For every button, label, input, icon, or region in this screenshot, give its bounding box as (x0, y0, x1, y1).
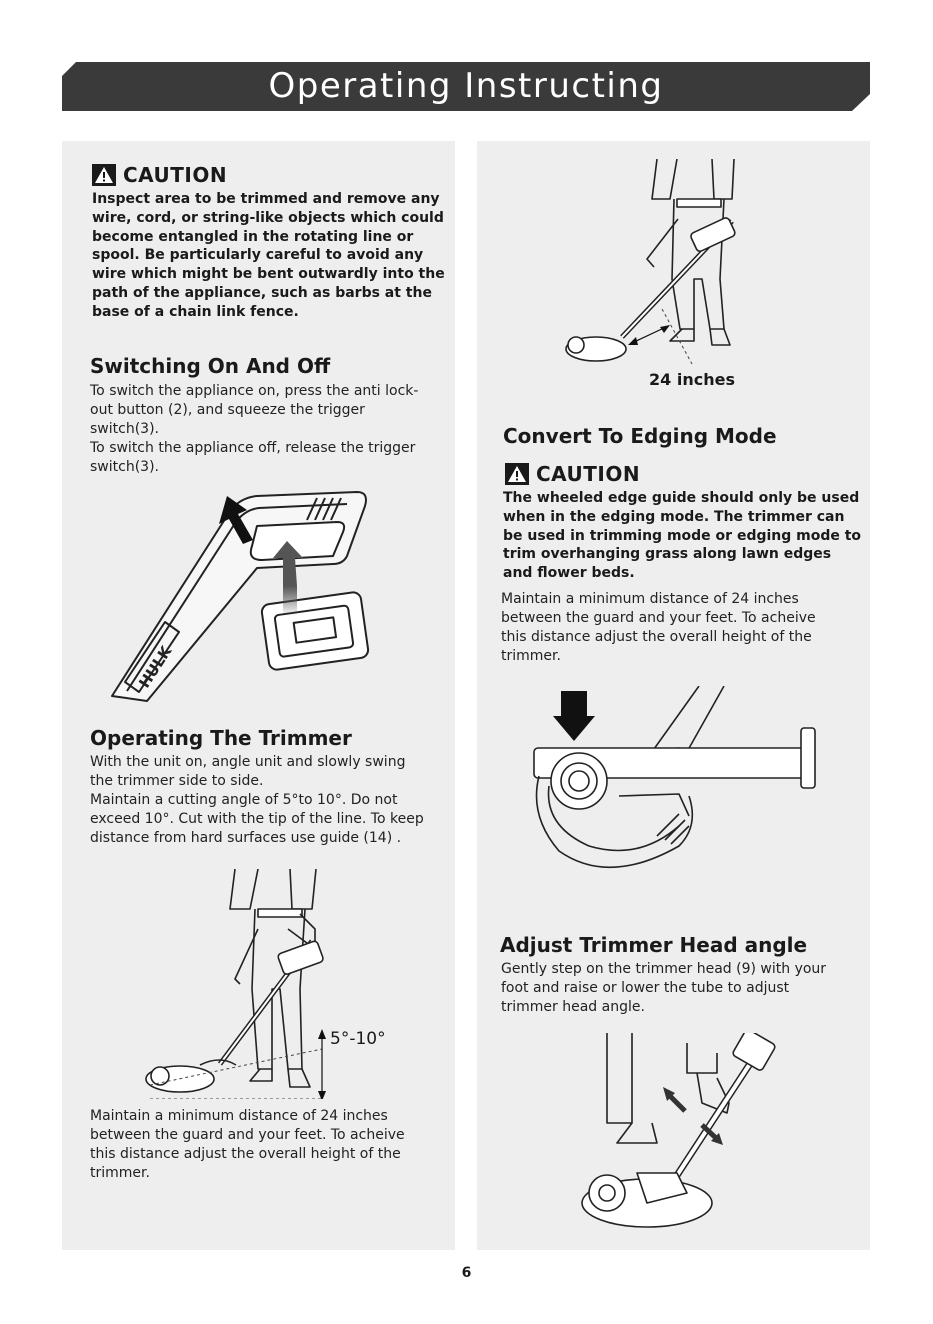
caution-heading-edging (505, 462, 640, 486)
left-column (62, 141, 455, 1250)
page-number: 6 (461, 1265, 472, 1281)
operator-angle-illustration (140, 869, 400, 1099)
text-line: exceed 10°. Cut with the tip of the line. To keep (90, 811, 424, 827)
switching-text (90, 382, 418, 477)
adjust-heading: Adjust Trimmer Head angle (500, 933, 808, 957)
text-line: this distance adjust the overall height of the (501, 629, 812, 645)
caution-heading (92, 163, 227, 187)
operating-heading: Operating The Trimmer (90, 726, 352, 750)
distance-label: 24 inches (649, 370, 735, 389)
text-line: trimmer. (90, 1165, 150, 1181)
header-banner (62, 62, 870, 111)
switching-heading: Switching On And Off (90, 354, 331, 378)
text-line: Gently step on the trimmer head (9) with your (501, 961, 827, 977)
angle-label: 5°-10° (330, 1029, 386, 1049)
text-line: trimmer head angle. (501, 999, 645, 1015)
text-line: this distance adjust the overall height of the (90, 1146, 401, 1162)
caution-line: Inspect area to be trimmed and remove any (92, 191, 440, 207)
caution-line: wire which might be bent outwardly into the (92, 266, 445, 283)
text-line: Maintain a cutting angle of 5°to 10°. Do not (90, 792, 398, 808)
distance-text (90, 1107, 405, 1183)
edging-heading: Convert To Edging Mode (503, 424, 777, 448)
arrow-down-icon (553, 691, 595, 741)
caution-line: spool. Be particularly careful to avoid any (92, 247, 424, 264)
text-line: switch(3). (90, 459, 159, 475)
caution-line: base of a chain link fence. (92, 303, 299, 320)
caution-line: become entangled in the rotating line or (92, 228, 414, 245)
edging-text (501, 590, 816, 666)
page-title: Operating Instructing (268, 66, 664, 106)
text-line: the trimmer side to side. (90, 773, 264, 789)
edging-caution-text (503, 489, 861, 583)
caution-title: CAUTION (536, 462, 641, 486)
text-line: distance from hard surfaces use guide (14) . (90, 830, 402, 846)
caution-line: when in the edging mode. The trimmer can (503, 508, 845, 525)
text-line: between the guard and your feet. To acheive (90, 1127, 405, 1143)
text-line: switch(3). (90, 421, 159, 437)
caution-line: trim overhanging grass along lawn edges (503, 546, 832, 563)
text-line: With the unit on, angle unit and slowly swing (90, 754, 406, 770)
caution-text (92, 190, 445, 322)
text-line: To switch the appliance on, press the anti lock- (90, 383, 419, 399)
arrow-up-left-icon (663, 1087, 685, 1111)
text-line: trimmer. (501, 648, 561, 664)
operating-text (90, 753, 424, 848)
text-line: Maintain a minimum distance of 24 inches (501, 591, 799, 607)
caution-line: and flower beds. (503, 565, 635, 582)
warning-icon (505, 463, 529, 485)
adjust-text (501, 960, 826, 1017)
text-line: foot and raise or lower the tube to adjust (501, 980, 790, 996)
handle-trigger-illustration (107, 486, 377, 706)
warning-icon (92, 164, 116, 186)
operator-distance-illustration (562, 159, 782, 369)
right-column (477, 141, 870, 1250)
text-line: Maintain a minimum distance of 24 inches (90, 1108, 388, 1124)
caution-title: CAUTION (123, 163, 228, 187)
caution-line: path of the appliance, such as barbs at the (92, 284, 432, 301)
adjust-head-illustration (577, 1033, 777, 1243)
brand-text: HULK (135, 642, 176, 692)
text-line: To switch the appliance off, release the trigger (90, 440, 416, 456)
text-line: out button (2), and squeeze the trigger (90, 402, 365, 418)
caution-line: wire, cord, or string-like objects which could (92, 209, 444, 226)
caution-line: be used in trimming mode or edging mode to (503, 527, 862, 544)
caution-line: The wheeled edge guide should only be used (503, 490, 860, 506)
text-line: between the guard and your feet. To acheive (501, 610, 816, 626)
edging-head-illustration (529, 686, 819, 896)
